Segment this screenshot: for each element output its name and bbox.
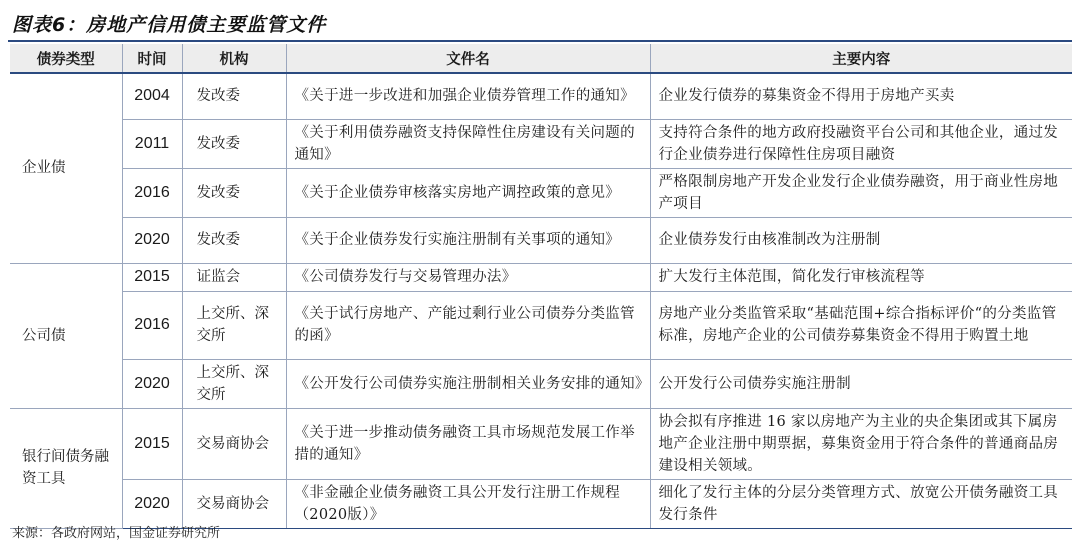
header-bond-type: 债券类型 <box>10 44 122 73</box>
org-cell: 发改委 <box>182 119 286 168</box>
org-cell: 发改委 <box>182 217 286 263</box>
year-cell: 2020 <box>122 217 182 263</box>
header-content: 主要内容 <box>650 44 1072 73</box>
header-doc: 文件名 <box>286 44 650 73</box>
doc-cell: 《关于企业债券发行实施注册制有关事项的通知》 <box>286 217 650 263</box>
year-cell: 2015 <box>122 408 182 479</box>
doc-cell: 《关于试行房地产、产能过剩行业公司债券分类监管的函》 <box>286 291 650 359</box>
bond-type-cell: 银行间债务融资工具 <box>10 408 122 528</box>
doc-cell: 《公司债券发行与交易管理办法》 <box>286 263 650 291</box>
content-cell: 扩大发行主体范围，简化发行审核流程等 <box>650 263 1072 291</box>
table-row <box>10 408 1072 479</box>
year-cell: 2016 <box>122 291 182 359</box>
org-cell: 发改委 <box>182 168 286 217</box>
doc-cell: 《关于利用债券融资支持保障性住房建设有关问题的通知》 <box>286 119 650 168</box>
year-cell: 2020 <box>122 479 182 528</box>
table-row <box>10 291 1072 359</box>
title-divider <box>8 40 1072 42</box>
year-cell: 2011 <box>122 119 182 168</box>
year-cell: 2016 <box>122 168 182 217</box>
year-cell: 2004 <box>122 73 182 119</box>
title-bar <box>8 8 1072 40</box>
doc-cell: 《公开发行公司债券实施注册制相关业务安排的通知》 <box>286 359 650 408</box>
table-row <box>10 168 1072 217</box>
table-row <box>10 263 1072 291</box>
content-cell: 细化了发行主体的分层分类管理方式、放宽公开债务融资工具发行条件 <box>650 479 1072 528</box>
doc-cell: 《关于企业债券审核落实房地产调控政策的意见》 <box>286 168 650 217</box>
content-cell: 支持符合条件的地方政府投融资平台公司和其他企业，通过发行企业债券进行保障性住房项目融资 <box>650 119 1072 168</box>
bond-type-cell: 企业债 <box>10 73 122 263</box>
content-cell: 房地产业分类监管采取“基础范围+综合指标评价“的分类监管标准，房地产企业的公司债券募集资金不得用于购置土地 <box>650 291 1072 359</box>
org-cell: 交易商协会 <box>182 408 286 479</box>
source-note: 来源：各政府网站，国金证券研究所 <box>12 526 221 541</box>
table-row <box>10 479 1072 528</box>
table-row <box>10 359 1072 408</box>
content-cell: 严格限制房地产开发企业发行企业债券融资，用于商业性房地产项目 <box>650 168 1072 217</box>
regulation-table <box>10 44 1072 529</box>
content-cell: 公开发行公司债券实施注册制 <box>650 359 1072 408</box>
content-cell: 协会拟有序推进 16 家以房地产为主业的央企集团或其下属房地产企业注册中期票据，募集资金用于符合条件的普通商品房建设相关领域。 <box>650 408 1072 479</box>
header-org: 机构 <box>182 44 286 73</box>
content-cell: 企业发行债券的募集资金不得用于房地产买卖 <box>650 73 1072 119</box>
org-cell: 上交所、深交所 <box>182 291 286 359</box>
table-header-row <box>10 44 1072 73</box>
org-cell: 上交所、深交所 <box>182 359 286 408</box>
table-row <box>10 119 1072 168</box>
year-cell: 2015 <box>122 263 182 291</box>
page-title: 图表6：房地产信用债主要监管文件 <box>12 14 327 36</box>
doc-cell: 《非金融企业债务融资工具公开发行注册工作规程（2020版）》 <box>286 479 650 528</box>
table-row <box>10 73 1072 119</box>
header-year: 时间 <box>122 44 182 73</box>
bond-type-cell: 公司债 <box>10 263 122 408</box>
doc-cell: 《关于进一步改进和加强企业债券管理工作的通知》 <box>286 73 650 119</box>
content-cell: 企业债券发行由核准制改为注册制 <box>650 217 1072 263</box>
org-cell: 交易商协会 <box>182 479 286 528</box>
org-cell: 证监会 <box>182 263 286 291</box>
table-row <box>10 217 1072 263</box>
year-cell: 2020 <box>122 359 182 408</box>
org-cell: 发改委 <box>182 73 286 119</box>
doc-cell: 《关于进一步推动债务融资工具市场规范发展工作举措的通知》 <box>286 408 650 479</box>
